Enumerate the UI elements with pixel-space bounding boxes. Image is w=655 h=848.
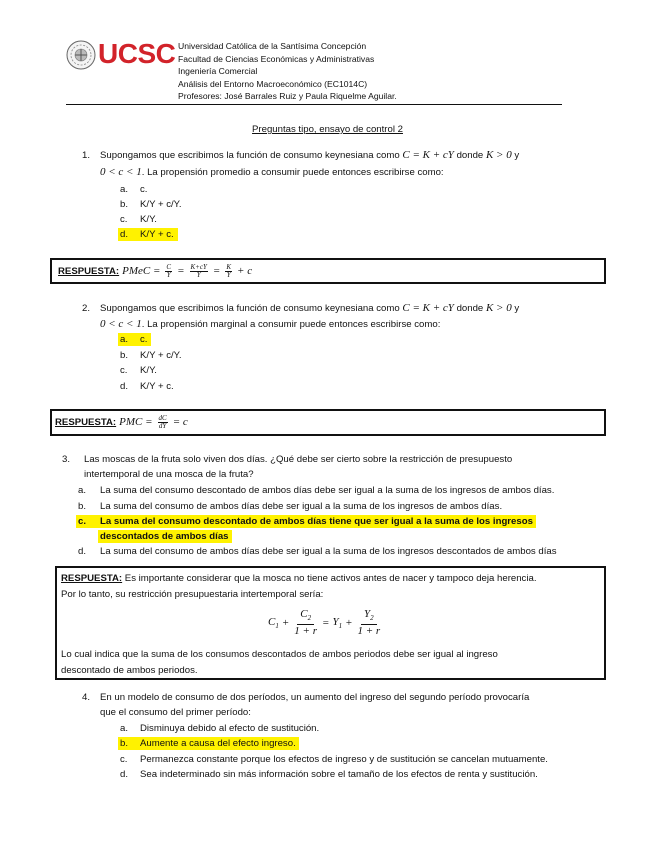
q1-answer: RESPUESTA: PMeC = $\frac{C}{Y}$ = $\frac{K+cY}{Y}$ = $\frac{K}{Y}$ + c: [58, 262, 253, 279]
q3-option-a: a. La suma del consumo descontado de ambos días debe ser igual a la suma de los ingresos de ambos días.: [78, 485, 555, 496]
q4-option-a: a. Disminuya debido al efecto de sustitución.: [120, 723, 320, 734]
professors: Profesores: José Barrales Ruiz y Paula Riquelme Aguilar.: [178, 91, 397, 102]
q4-stem-line2: que el consumo del primer período:: [100, 707, 251, 718]
q3-stem-line1: Las moscas de la fruta solo viven dos días. ¿Qué debe ser cierto sobre la restricción de presupuesto: [84, 454, 513, 465]
q2-number: 2.: [82, 303, 91, 314]
q1-option-a: a. c.: [120, 184, 148, 195]
q1-option-d-correct: d. K/Y + c.: [118, 228, 178, 241]
q3-answer-line4: descontado de ambos periodos.: [61, 665, 198, 676]
q4-number: 4.: [82, 692, 91, 703]
q2-answer: RESPUESTA: PMC = $\frac{dC}{dY}$ = c: [55, 414, 188, 430]
q3-option-c-correct: c. La suma del consumo descontado de ambos días tiene que ser igual a la suma de los ingresos: [76, 515, 536, 528]
header-info: [178, 40, 397, 103]
q4-option-d: d. Sea indeterminado sin más información sobre el tamaño de los efectos de renta y sustitución.: [120, 769, 538, 780]
q3-answer-line3: Lo cual indica que la suma de los consumos descontados de ambos periodos debe ser igual al ingreso: [61, 649, 498, 660]
university-seal-icon: [66, 40, 96, 70]
q1-stem-line1: Supongamos que escribimos la función de consumo keynesiana como C = K + cY donde K > 0 y: [100, 149, 520, 161]
q1-number: 1.: [82, 150, 91, 161]
program-name: Ingeniería Comercial: [178, 66, 258, 77]
q2-stem-line2: 0 < c < 1. La propensión marginal a consumir puede entonces escribirse como:: [100, 318, 441, 330]
header-divider: [66, 104, 562, 105]
q2-option-d: d. K/Y + c.: [120, 381, 174, 392]
q2-stem-line1: Supongamos que escribimos la función de consumo keynesiana como C = K + cY donde K > 0 y: [100, 302, 520, 314]
q4-stem-line1: En un modelo de consumo de dos períodos, un aumento del ingreso del segundo período provocaría: [100, 692, 530, 703]
q3-answer-line2: Por lo tanto, su restricción presupuestaria intertemporal sería:: [61, 589, 324, 600]
q3-stem-line2: intertemporal de una mosca de la fruta?: [84, 469, 254, 480]
faculty-name: Facultad de Ciencias Económicas y Administrativas: [178, 53, 375, 64]
q1-option-c: c. K/Y.: [120, 214, 157, 225]
q1-stem-line2: 0 < c < 1. La propensión promedio a consumir puede entonces escribirse como:: [100, 166, 444, 178]
q3-number: 3.: [62, 454, 71, 465]
q2-option-c: c. K/Y.: [120, 365, 157, 376]
university-name: Universidad Católica de la Santísima Concepción: [178, 41, 367, 51]
q4-option-c: c. Permanezca constante porque los efectos de ingreso y de sustitución se cancelan mutuamente.: [120, 754, 548, 765]
q2-option-a-correct: a. c.: [118, 333, 151, 346]
q3-option-b: b. La suma del consumo de ambos días debe ser igual a la suma de los ingresos de ambos días.: [78, 501, 503, 512]
q4-option-b-correct: b. Aumente a causa del efecto ingreso.: [118, 737, 299, 750]
q3-budget-equation: $C_1$ + $\frac{C_2}{1 + r}$ = $Y_1$ + $\frac{Y_2}{1 + r}$: [268, 608, 381, 637]
course-name: Análisis del Entorno Macroeconómico (EC1014C): [178, 78, 368, 89]
q3-option-d: d. La suma del consumo de ambos días debe ser igual a la suma de los ingresos descontados de ambos días: [78, 546, 557, 557]
q3-option-c-continued: descontados de ambos días: [98, 530, 232, 543]
q1-option-b: b. K/Y + c/Y.: [120, 199, 182, 210]
q2-option-b: b. K/Y + c/Y.: [120, 350, 182, 361]
page-title: Preguntas tipo, ensayo de control 2: [252, 124, 403, 135]
ucsc-logo: UCSC: [98, 38, 176, 69]
q3-answer-line1: RESPUESTA: Es importante considerar que la mosca no tiene activos antes de nacer y tampoco deja herencia.: [61, 573, 537, 584]
